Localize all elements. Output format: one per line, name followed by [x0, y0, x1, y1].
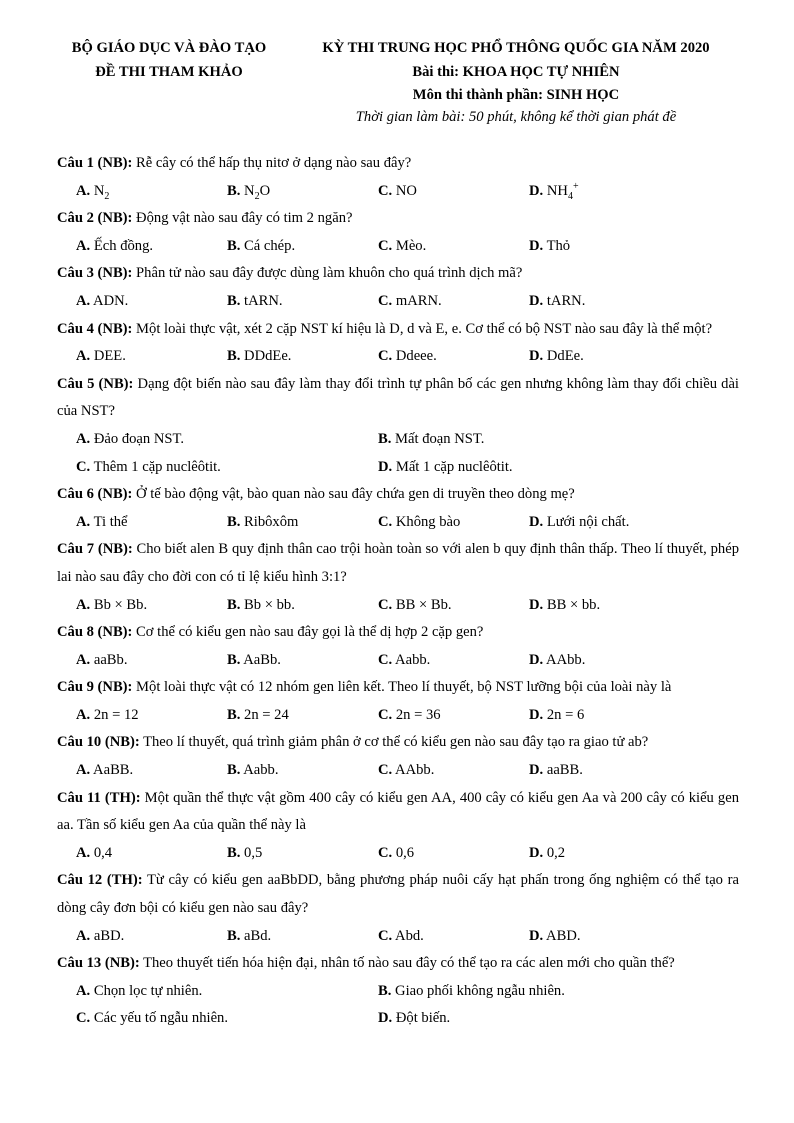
option-text: ABD. — [543, 927, 581, 944]
option-letter: C. — [378, 762, 393, 779]
answer-option[interactable] — [227, 343, 291, 371]
question-body: Một quần thể thực vật gồm 400 cây có kiểu gen AA, 400 cây có kiểu gen Aa và 200 cây có kiểu gen aa. Tần số kiểu gen Aa của quần thể này là — [57, 789, 739, 834]
option-text: NH — [543, 182, 568, 199]
answer-options-row — [57, 509, 739, 537]
question-body: Cơ thể có kiểu gen nào sau đây gọi là thể dị hợp 2 cặp gen? — [132, 624, 484, 641]
option-letter: B. — [227, 596, 241, 613]
exam-subject-group: Bài thi: KHOA HỌC TỰ NHIÊN — [412, 64, 620, 80]
option-letter: B. — [227, 762, 241, 779]
option-text: Ti thể — [90, 513, 128, 530]
option-letter: B. — [227, 513, 241, 530]
option-text: AaBb. — [240, 651, 281, 668]
option-letter: A. — [76, 182, 91, 199]
option-text: Giao phối không ngẫu nhiên. — [391, 982, 565, 999]
answer-options-row — [57, 454, 739, 482]
option-text: BB × Bb. — [392, 596, 452, 613]
option-text: Aabb. — [392, 651, 431, 668]
answer-option[interactable] — [378, 1005, 450, 1033]
answer-option[interactable] — [529, 923, 581, 951]
option-letter: B. — [227, 651, 241, 668]
answer-option[interactable] — [529, 178, 579, 206]
option-text: Ddeee. — [392, 348, 437, 365]
option-text: Bb × Bb. — [90, 596, 148, 613]
option-letter: B. — [227, 292, 241, 309]
option-text: 2n = 24 — [240, 706, 289, 723]
option-letter: D. — [529, 844, 544, 861]
answer-options-row — [57, 592, 739, 620]
answer-options-row — [57, 1005, 739, 1033]
exam-type-label: ĐỀ THI THAM KHẢO — [95, 64, 243, 80]
option-text: Chọn lọc tự nhiên. — [90, 982, 203, 999]
option-letter: B. — [227, 844, 241, 861]
answer-option[interactable] — [529, 288, 585, 316]
option-text: 0,5 — [240, 844, 263, 861]
answer-option[interactable] — [529, 647, 585, 675]
option-letter: D. — [529, 706, 544, 723]
option-text: Không bào — [392, 513, 461, 530]
option-letter: A. — [76, 292, 91, 309]
answer-options-row — [57, 288, 739, 316]
question-text — [57, 619, 739, 647]
ministry-name: BỘ GIÁO DỤC VÀ ĐÀO TẠO — [71, 40, 267, 56]
option-letter: C. — [76, 458, 91, 475]
question-text — [57, 536, 739, 591]
option-text: 2n = 36 — [392, 706, 441, 723]
option-letter: A. — [76, 762, 91, 779]
question-label: Câu 13 (NB): — [57, 955, 140, 972]
answer-option[interactable] — [378, 288, 442, 316]
option-letter: C. — [76, 1010, 91, 1027]
option-text: N — [240, 182, 255, 199]
option-letter: A. — [76, 927, 91, 944]
option-text: 2n = 6 — [543, 706, 585, 723]
option-text: DEE. — [90, 348, 126, 365]
subscript: 4 — [567, 190, 573, 202]
option-text: AAbb. — [543, 651, 586, 668]
answer-option[interactable] — [76, 178, 109, 206]
answer-option[interactable] — [76, 647, 128, 675]
answer-option[interactable] — [76, 1005, 228, 1033]
answer-option[interactable] — [378, 426, 484, 454]
question-body: Dạng đột biến nào sau đây làm thay đổi trình tự phân bố các gen nhưng không làm thay đổi chiều dài của NST? — [57, 375, 739, 420]
option-letter: C. — [378, 596, 393, 613]
answer-option[interactable] — [378, 978, 565, 1006]
answer-option[interactable] — [529, 702, 584, 730]
question-text — [57, 674, 739, 702]
option-letter: C. — [378, 237, 393, 254]
answer-options-row — [57, 426, 739, 454]
answer-option[interactable] — [378, 178, 417, 206]
option-text: aBd. — [240, 927, 272, 944]
answer-options-row — [57, 702, 739, 730]
answer-option[interactable] — [378, 233, 426, 261]
question-text — [57, 729, 739, 757]
answer-option[interactable] — [76, 840, 112, 868]
option-text: Mất đoạn NST. — [391, 430, 485, 447]
question-label: Câu 11 (TH): — [57, 789, 141, 806]
answer-option[interactable] — [378, 757, 434, 785]
option-letter: D. — [529, 651, 544, 668]
answer-option[interactable] — [227, 233, 295, 261]
subscript: 2 — [254, 190, 260, 202]
option-letter: C. — [378, 348, 393, 365]
option-letter: D. — [529, 513, 544, 530]
option-text: tARN. — [240, 292, 283, 309]
question-label: Câu 1 (NB): — [57, 155, 133, 171]
option-text: Thêm 1 cặp nuclêôtit. — [90, 458, 221, 475]
question-label: Câu 2 (NB): — [57, 210, 133, 227]
option-letter: B. — [227, 706, 241, 723]
option-letter: B. — [378, 982, 392, 999]
question-text — [57, 481, 739, 509]
answer-option[interactable] — [378, 923, 424, 951]
answer-option[interactable] — [378, 702, 441, 730]
question-label: Câu 8 (NB): — [57, 624, 133, 641]
option-letter: B. — [227, 927, 241, 944]
option-text: Cá chép. — [240, 237, 296, 254]
exam-duration: Thời gian làm bài: 50 phút, không kể thời gian phát đề — [355, 109, 677, 125]
option-letter: A. — [76, 596, 91, 613]
option-letter: A. — [76, 348, 91, 365]
option-text: Bb × bb. — [240, 596, 295, 613]
option-text: aBD. — [90, 927, 125, 944]
option-text: Ếch đồng. — [90, 237, 154, 254]
option-letter: D. — [378, 1010, 393, 1027]
question-label: Câu 9 (NB): — [57, 679, 133, 696]
question-text — [57, 371, 739, 426]
option-letter: A. — [76, 706, 91, 723]
option-letter: D. — [529, 762, 544, 779]
option-letter: A. — [76, 844, 91, 861]
question-label: Câu 12 (TH): — [57, 872, 143, 889]
option-text: BB × bb. — [543, 596, 601, 613]
answer-options-row — [57, 923, 739, 951]
question-body: Phân tử nào sau đây được dùng làm khuôn cho quá trình dịch mã? — [132, 265, 523, 282]
answer-option[interactable] — [76, 426, 184, 454]
answer-option[interactable] — [227, 592, 295, 620]
answer-option[interactable] — [378, 343, 437, 371]
option-text: Thỏ — [543, 237, 571, 254]
option-text: Ribôxôm — [240, 513, 299, 530]
answer-option[interactable] — [76, 923, 124, 951]
option-letter: B. — [227, 182, 241, 199]
option-text: 0,6 — [392, 844, 415, 861]
option-letter: D. — [529, 292, 544, 309]
question-text — [57, 867, 739, 922]
option-letter: B. — [227, 348, 241, 365]
answer-option[interactable] — [76, 343, 126, 371]
answer-option[interactable] — [529, 840, 565, 868]
superscript: + — [572, 180, 579, 192]
option-text: aaBB. — [543, 762, 583, 779]
option-text: 2n = 12 — [90, 706, 139, 723]
question-label: Câu 5 (NB): — [57, 375, 134, 392]
option-letter: C. — [378, 651, 393, 668]
question-text — [57, 950, 739, 978]
option-letter: C. — [378, 513, 393, 530]
option-text: AaBB. — [90, 762, 134, 779]
answer-option[interactable] — [227, 757, 279, 785]
question-body: Theo thuyết tiến hóa hiện đại, nhân tố nào sau đây có thể tạo ra các alen mới cho quần thể? — [139, 955, 675, 972]
option-letter: D. — [378, 458, 393, 475]
option-letter: C. — [378, 927, 393, 944]
answer-option[interactable] — [76, 509, 128, 537]
answer-option[interactable] — [529, 343, 584, 371]
option-text: Lưới nội chất. — [543, 513, 630, 530]
option-letter: C. — [378, 844, 393, 861]
option-text: Mèo. — [392, 237, 427, 254]
exam-title: KỲ THI TRUNG HỌC PHỔ THÔNG QUỐC GIA NĂM 2020 — [322, 40, 710, 56]
answer-option[interactable] — [227, 509, 298, 537]
question-text — [57, 150, 739, 178]
answer-option[interactable] — [227, 288, 283, 316]
answer-option[interactable] — [378, 647, 430, 675]
option-letter: B. — [227, 237, 241, 254]
question-label: Câu 6 (NB): — [57, 486, 133, 503]
option-text: Đột biến. — [392, 1010, 451, 1027]
option-text: NO — [392, 182, 417, 199]
option-text: AAbb. — [392, 762, 435, 779]
answer-option[interactable] — [529, 509, 629, 537]
option-text: Aabb. — [240, 762, 279, 779]
option-text: Mất 1 cặp nuclêôtit. — [392, 458, 513, 475]
question-body: Cho biết alen B quy định thân cao trội hoàn toàn so với alen b quy định thân thấp. Theo lí thuyết, phép lai nào sau đây cho đời con có tỉ lệ kiểu hình 3:1? — [57, 541, 739, 585]
answer-options-row — [57, 178, 739, 206]
option-text-suffix: O — [259, 182, 271, 199]
question-body: Theo lí thuyết, quá trình giảm phân ở cơ thể có kiểu gen nào sau đây tạo ra giao tử ab? — [139, 734, 649, 751]
exam-header — [0, 40, 794, 130]
option-text: tARN. — [543, 292, 586, 309]
answer-options-row — [57, 233, 739, 261]
question-label: Câu 3 (NB): — [57, 265, 133, 282]
answer-option[interactable] — [76, 288, 128, 316]
option-letter: A. — [76, 430, 91, 447]
answer-options-row — [57, 343, 739, 371]
question-body: Ở tế bào động vật, bào quan nào sau đây chứa gen di truyền theo dòng mẹ? — [132, 486, 575, 503]
question-label: Câu 4 (NB): — [57, 320, 133, 337]
option-text: Đảo đoạn NST. — [90, 430, 184, 447]
subscript: 2 — [104, 190, 110, 202]
option-text: 0,4 — [90, 844, 113, 861]
option-letter: B. — [378, 430, 392, 447]
option-text: aaBb. — [90, 651, 128, 668]
answer-option[interactable] — [378, 509, 460, 537]
answer-option[interactable] — [529, 592, 600, 620]
answer-option[interactable] — [76, 757, 133, 785]
option-letter: C. — [378, 182, 393, 199]
answer-option[interactable] — [378, 454, 513, 482]
exam-subject: Môn thi thành phần: SINH HỌC — [412, 87, 620, 103]
option-text: 0,2 — [543, 844, 566, 861]
question-list — [57, 150, 739, 1033]
option-text: N — [90, 182, 105, 199]
answer-options-row — [57, 757, 739, 785]
question-body: Một loài thực vật có 12 nhóm gen liên kết. Theo lí thuyết, bộ NST lưỡng bội của loài này là — [132, 679, 672, 696]
option-letter: D. — [529, 182, 544, 199]
option-text: Các yếu tố ngẫu nhiên. — [90, 1010, 228, 1027]
option-letter: D. — [529, 927, 544, 944]
answer-option[interactable] — [378, 592, 452, 620]
option-text: ADN. — [90, 292, 129, 309]
option-letter: A. — [76, 982, 91, 999]
answer-option[interactable] — [378, 840, 414, 868]
answer-option[interactable] — [227, 923, 271, 951]
question-body: Một loài thực vật, xét 2 cặp NST kí hiệu là D, d và E, e. Cơ thể có bộ NST nào sau đây là thể một? — [132, 320, 713, 337]
option-text: Abd. — [392, 927, 424, 944]
option-letter: A. — [76, 651, 91, 668]
answer-option[interactable] — [76, 592, 147, 620]
answer-options-row — [57, 647, 739, 675]
question-label: Câu 7 (NB): — [57, 541, 133, 558]
answer-option[interactable] — [529, 233, 570, 261]
question-body: Từ cây có kiểu gen aaBbDD, bằng phương pháp nuôi cấy hạt phấn trong ống nghiệm có thể tạo ra dòng cây đơn bội có kiểu gen nào sau đây? — [57, 872, 739, 917]
answer-option[interactable] — [529, 757, 583, 785]
answer-option[interactable] — [76, 702, 139, 730]
question-text — [57, 260, 739, 288]
question-label: Câu 10 (NB): — [57, 734, 140, 751]
answer-option[interactable] — [76, 454, 221, 482]
answer-option[interactable] — [227, 647, 281, 675]
option-letter: A. — [76, 513, 91, 530]
option-letter: D. — [529, 596, 544, 613]
option-text: mARN. — [392, 292, 442, 309]
answer-option[interactable] — [76, 233, 153, 261]
option-letter: D. — [529, 237, 544, 254]
answer-option[interactable] — [227, 840, 262, 868]
question-body: Động vật nào sau đây có tim 2 ngăn? — [132, 210, 353, 227]
question-text — [57, 785, 739, 840]
question-body: Rễ cây có thể hấp thụ nitơ ở dạng nào sau đây? — [132, 155, 412, 171]
option-text: DdEe. — [543, 348, 584, 365]
question-text — [57, 316, 739, 344]
option-letter: D. — [529, 348, 544, 365]
option-letter: C. — [378, 292, 393, 309]
answer-options-row — [57, 840, 739, 868]
answer-option[interactable] — [227, 702, 289, 730]
option-letter: C. — [378, 706, 393, 723]
question-text — [57, 205, 739, 233]
option-letter: A. — [76, 237, 91, 254]
option-text: DDdEe. — [240, 348, 292, 365]
answer-option[interactable] — [227, 178, 270, 206]
answer-options-row — [57, 978, 739, 1006]
answer-option[interactable] — [76, 978, 202, 1006]
